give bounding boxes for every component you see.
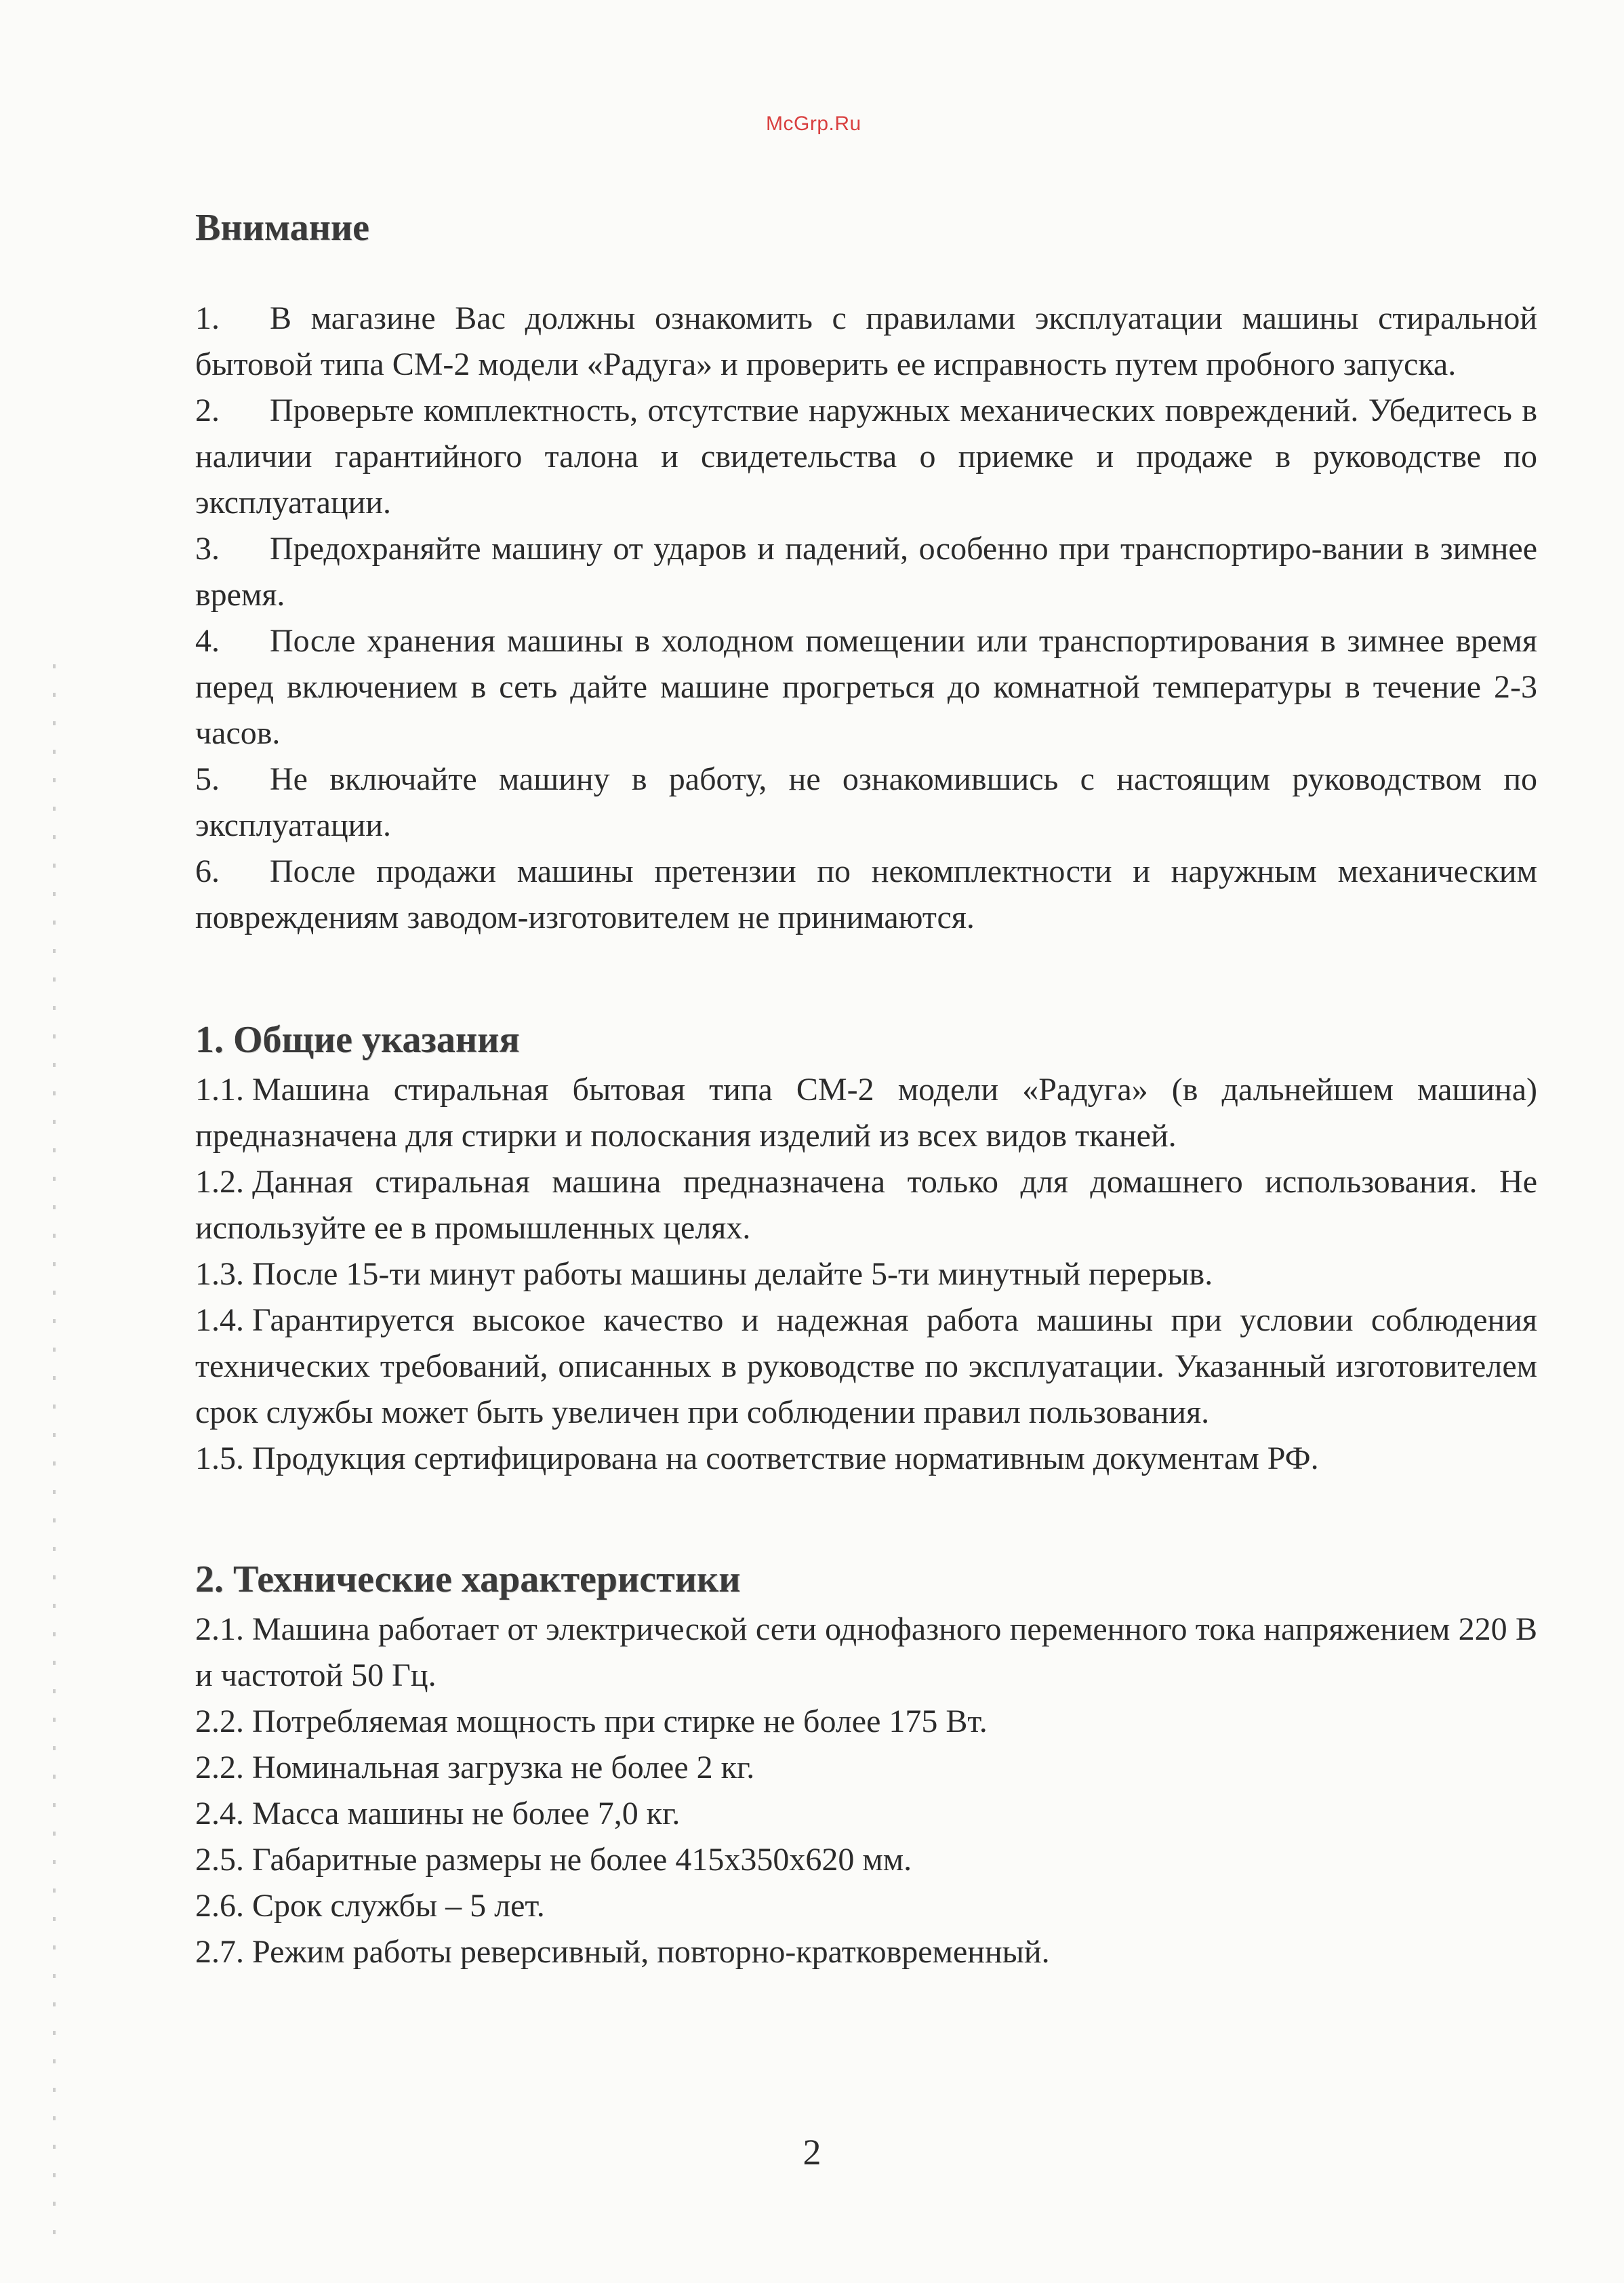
item-number: 5. [195,761,220,797]
general-heading [195,1015,1537,1064]
item-number: 3. [195,531,220,567]
section-number: 2. [195,1558,224,1600]
general-item [195,1067,1537,1159]
item-number: 2.6. [195,1888,244,1924]
item-text: Режим работы реверсивный, повторно-кратковременный. [252,1934,1050,1970]
general-item [195,1159,1537,1251]
item-text: Срок службы – 5 лет. [252,1888,545,1924]
tech-item [195,1745,1537,1791]
item-number: 1.3. [195,1256,244,1292]
item-number: 2.2. [195,1750,244,1785]
attention-item [195,388,1537,526]
item-text: Проверьте комплектность, отсутствие наружных механических повреждений. Убедитесь в наличии гарантийного талона и свидетельства о приемке и продаже в руководстве по эксплуатации. [195,392,1537,521]
item-text: Машина стиральная бытовая типа СМ-2 модели «Радуга» (в дальнейшем машина) предназначена для стирки и полоскания изделий из всех видов тканей. [195,1072,1537,1154]
document-body [195,203,1537,1975]
tech-item [195,1883,1537,1929]
item-text: Не включайте машину в работу, не ознакомившись с настоящим руководством по эксплуатации. [195,761,1537,843]
item-text: Масса машины не более 7,0 кг. [252,1796,681,1832]
item-text: Продукция сертифицирована на соответствие нормативным документам РФ. [252,1440,1319,1476]
tech-item [195,1699,1537,1745]
item-number: 1.4. [195,1302,244,1338]
attention-heading: Внимание [195,207,370,249]
item-number: 2.2. [195,1703,244,1739]
section-title: Технические характеристики [233,1558,741,1600]
item-text: В магазине Вас должны ознакомить с правилами эксплуатации машины стиральной бытовой типа СМ-2 модели «Радуга» и проверить ее исправность путем пробного запуска. [195,300,1537,382]
general-item [195,1251,1537,1297]
item-text: После 15-ти минут работы машины делайте 5-ти минутный перерыв. [252,1256,1213,1292]
item-number: 2.7. [195,1934,244,1970]
attention-item [195,618,1537,756]
item-number: 2.1. [195,1611,244,1647]
item-text: Данная стиральная машина предназначена только для домашнего использования. Не используйте ее в промышленных целях. [195,1164,1537,1246]
attention-item [195,756,1537,849]
item-text: Предохраняйте машину от ударов и падений, особенно при транспортиро-вании в зимнее время. [195,531,1537,613]
attention-section [195,203,1537,941]
attention-item [195,526,1537,618]
item-number: 1.5. [195,1440,244,1476]
item-number: 1.2. [195,1164,244,1200]
item-number: 2. [195,392,220,428]
item-text: Гарантируется высокое качество и надежная работа машины при условии соблюдения технических требований, описанных в руководстве по эксплуатации. Указанный изготовителем срок службы может быть увеличен при соблюдении правил пользования. [195,1302,1537,1430]
tech-item [195,1791,1537,1837]
item-number: 2.5. [195,1842,244,1878]
item-number: 1. [195,300,220,336]
tech-heading [195,1555,1537,1604]
tech-section [195,1555,1537,1975]
item-text: Машина работает от электрической сети однофазного переменного тока напряжением 220 В и частотой 50 Гц. [195,1611,1537,1693]
section-number: 1. [195,1019,224,1061]
scan-margin-marks [53,664,56,2257]
item-number: 4. [195,623,220,659]
tech-item [195,1837,1537,1883]
general-item [195,1297,1537,1436]
item-text: Потребляемая мощность при стирке не более 175 Вт. [252,1703,988,1739]
item-text: Номинальная загрузка не более 2 кг. [252,1750,755,1785]
item-text: Габаритные размеры не более 415х350х620 мм. [252,1842,912,1878]
section-title: Общие указания [233,1019,520,1061]
tech-item [195,1929,1537,1975]
item-text: После продажи машины претензии по некомплектности и наружным механическим повреждениям заводом-изготовителем не принимаются. [195,853,1537,935]
item-number: 2.4. [195,1796,244,1832]
watermark: McGrp.Ru [766,113,861,135]
general-section [195,1015,1537,1482]
page-number: 2 [803,2132,821,2173]
attention-item [195,296,1537,388]
attention-item [195,849,1537,941]
item-text: После хранения машины в холодном помещении или транспортирования в зимнее время перед включением в сеть дайте машине прогреться до комнатной температуры в течение 2-3 часов. [195,623,1537,751]
tech-item [195,1607,1537,1699]
item-number: 1.1. [195,1072,244,1108]
item-number: 6. [195,853,220,889]
general-item [195,1436,1537,1482]
